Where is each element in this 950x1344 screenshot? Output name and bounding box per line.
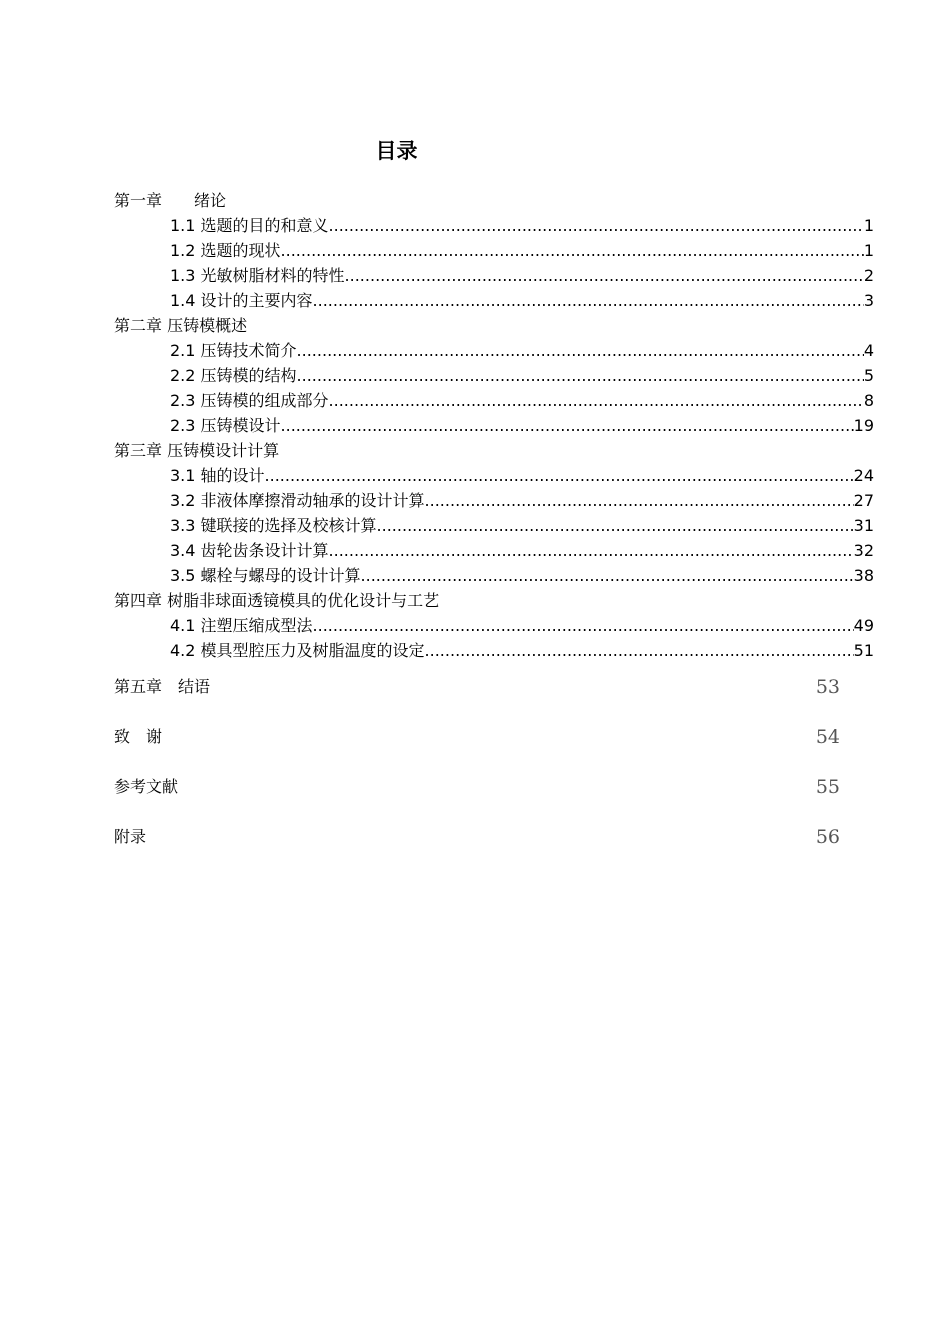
toc-chapter[interactable] [114, 188, 874, 213]
toc-entry-label: 3.2 非液体摩擦滑动轴承的设计计算 [170, 491, 425, 510]
toc-tail-entry[interactable] [114, 725, 840, 749]
toc-entry-label: 3.3 键联接的选择及校核计算 [170, 516, 377, 535]
toc-chapter-label: 第二章 压铸模概述 [114, 316, 248, 335]
dot-leader [313, 288, 864, 313]
dot-leader [329, 388, 864, 413]
toc-tail-page: 56 [815, 826, 840, 848]
dot-leader [297, 363, 864, 388]
toc-entry-page: 4 [863, 341, 874, 360]
toc-entry-page: 32 [853, 541, 874, 560]
toc-chapter[interactable] [114, 313, 874, 338]
toc-entry-label: 4.2 模具型腔压力及树脂温度的设定 [170, 641, 425, 660]
toc-entry[interactable] [114, 388, 874, 413]
dot-leader [297, 338, 864, 363]
toc-entry[interactable] [114, 613, 874, 638]
toc-entry-page: 31 [853, 516, 874, 535]
toc-entry-page: 1 [863, 241, 874, 260]
toc-tail-entry[interactable] [114, 775, 840, 799]
toc-entry-page: 5 [863, 366, 874, 385]
toc-entry[interactable] [114, 363, 874, 388]
toc-entry-label: 1.2 选题的现状 [170, 241, 281, 260]
toc-entry[interactable] [114, 413, 874, 438]
toc-chapter-label: 第四章 树脂非球面透镜模具的优化设计与工艺 [114, 591, 440, 610]
toc-entry-label: 3.4 齿轮齿条设计计算 [170, 541, 329, 560]
dot-leader [329, 213, 864, 238]
dot-leader [425, 488, 854, 513]
toc-entry[interactable] [114, 638, 874, 663]
toc-tail-entry[interactable] [114, 675, 840, 699]
toc-entry-label: 4.1 注塑压缩成型法 [170, 616, 313, 635]
toc-entry[interactable] [114, 563, 874, 588]
toc-entry-label: 1.4 设计的主要内容 [170, 291, 313, 310]
toc-chapter-label: 第三章 压铸模设计计算 [114, 441, 280, 460]
toc-chapter-label: 第一章 绪论 [114, 191, 227, 210]
toc-entry-page: 27 [853, 491, 874, 510]
toc-entry-label: 2.2 压铸模的结构 [170, 366, 297, 385]
toc-entry-page: 1 [863, 216, 874, 235]
toc-list [114, 188, 874, 663]
toc-entry[interactable] [114, 263, 874, 288]
toc-entry-label: 3.1 轴的设计 [170, 466, 265, 485]
dot-leader [329, 538, 854, 563]
toc-tail-label: 第五章 结语 [114, 677, 211, 696]
toc-entry[interactable] [114, 238, 874, 263]
toc-entry[interactable] [114, 538, 874, 563]
toc-entry-label: 3.5 螺栓与螺母的设计计算 [170, 566, 361, 585]
dot-leader [265, 463, 854, 488]
toc-entry-page: 24 [853, 466, 874, 485]
toc-entry-label: 2.3 压铸模的组成部分 [170, 391, 329, 410]
toc-tail-label: 致 谢 [114, 727, 163, 746]
dot-leader [425, 638, 854, 663]
dot-leader [281, 413, 854, 438]
toc-entry-page: 3 [863, 291, 874, 310]
page-title: 目录 [375, 139, 418, 163]
toc-tail-label: 参考文献 [114, 777, 179, 796]
toc-tail-page: 55 [815, 776, 840, 798]
toc-entry-page: 38 [853, 566, 874, 585]
toc-entry[interactable] [114, 338, 874, 363]
toc-entry-page: 49 [853, 616, 874, 635]
toc-tail-label: 附录 [114, 827, 147, 846]
toc-chapter[interactable] [114, 588, 874, 613]
toc-entry-label: 1.3 光敏树脂材料的特性 [170, 266, 345, 285]
toc-entry-page: 8 [863, 391, 874, 410]
toc-entry-label: 2.1 压铸技术简介 [170, 341, 297, 360]
toc-entry-label: 1.1 选题的目的和意义 [170, 216, 329, 235]
dot-leader [313, 613, 854, 638]
toc-entry-label: 2.3 压铸模设计 [170, 416, 281, 435]
toc-entry-page: 19 [853, 416, 874, 435]
toc-tail-page: 54 [815, 726, 840, 748]
toc-entry[interactable] [114, 513, 874, 538]
toc-entry[interactable] [114, 463, 874, 488]
dot-leader [281, 238, 864, 263]
toc-tail-page: 53 [815, 676, 840, 698]
toc-entry[interactable] [114, 288, 874, 313]
toc-chapter[interactable] [114, 438, 874, 463]
toc-entry-page: 51 [853, 641, 874, 660]
toc-entry-page: 2 [863, 266, 874, 285]
toc-entry[interactable] [114, 213, 874, 238]
toc-entry[interactable] [114, 488, 874, 513]
dot-leader [377, 513, 854, 538]
dot-leader [345, 263, 864, 288]
toc-tail-entry[interactable] [114, 825, 840, 849]
dot-leader [361, 563, 854, 588]
